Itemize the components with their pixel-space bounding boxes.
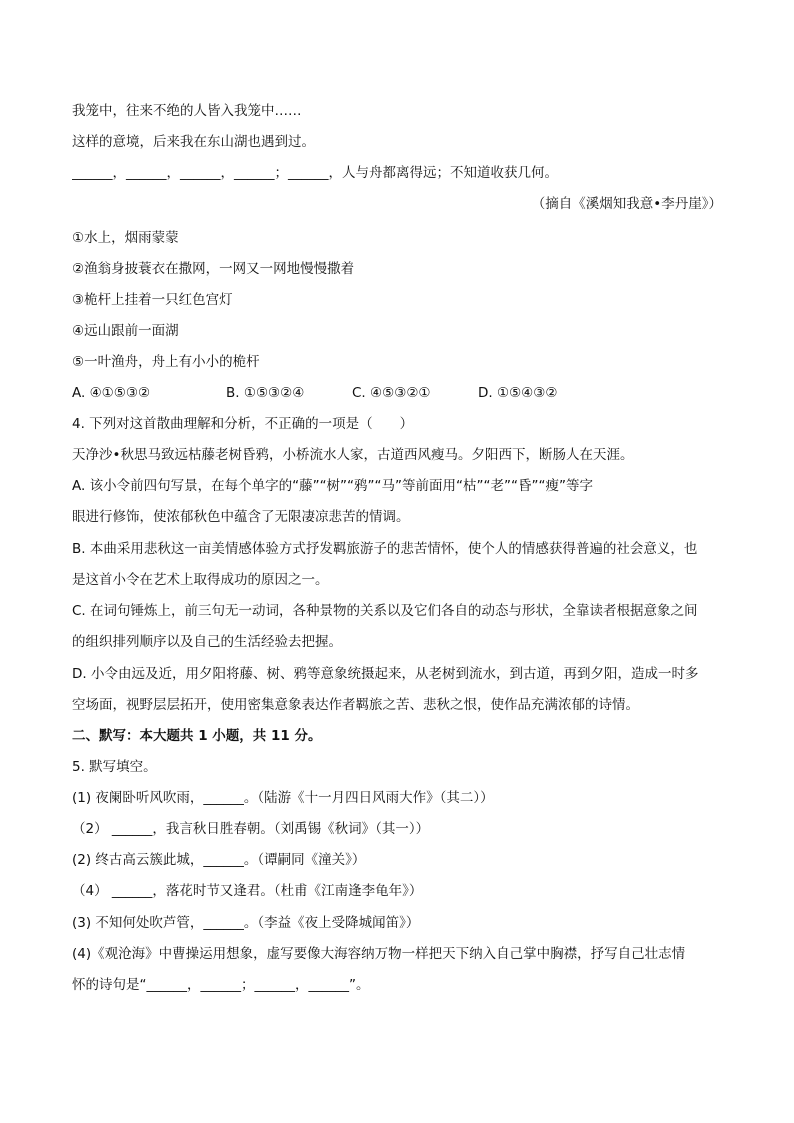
q3-item: ⑤一叶渔舟，舟上有小小的桅杆	[72, 354, 260, 370]
q3-item: ②渔翁身披蓑衣在撒网，一网又一网地慢慢撒着	[72, 261, 355, 277]
q3-item: ④远山跟前一面湖	[72, 323, 179, 339]
q5-item: （2） ______，我言秋日胜春朝。（刘禹锡《秋词》（其一））	[72, 821, 430, 837]
q5-item: (4)《观沧海》中曹操运用想象，虚写要像大海容纳万物一样把天下纳入自己掌中胸襟，抒写自己壮志情	[72, 946, 686, 962]
q4-option-b-line2: 是这首小令在艺术上取得成功的原因之一。	[72, 572, 329, 588]
passage-line: 我笼中，往来不绝的人皆入我笼中……	[72, 103, 302, 119]
q4-poem: 天净沙•秋思马致远枯藤老树昏鸦，小桥流水人家，古道西风瘦马。夕阳西下，断肠人在天涯。	[72, 447, 634, 463]
q4-option-c-line1: C. 在词句锤炼上，前三句无一动词，各种景物的关系以及它们各自的动态与形状，全靠读者根据意象之间	[72, 603, 698, 619]
q3-option-a: A. ④①⑤③②	[72, 385, 151, 401]
q3-option-c: C. ④⑤③②①	[352, 385, 431, 401]
q4-option-a-line1: A. 该小令前四句写景，在每个单字的“藤”“树”“鸦”“马”等前面用“枯”“老”“昏”“瘦”等字	[72, 478, 593, 494]
q4-option-d-line1: D. 小令由远及近，用夕阳将藤、树、鸦等意象统摄起来，从老树到流水，到古道，再到夕阳，造成一时多	[72, 666, 699, 682]
q4-option-d-line2: 空场面，视野层层拓开，使用密集意象表达作者羁旅之苦、悲秋之恨，使作品充满浓郁的诗情。	[72, 697, 639, 713]
section-heading: 二、默写：本大题共 1 小题，共 11 分。	[72, 728, 322, 744]
passage-fill-blank-line: ______，______，______，______；______，人与舟都离得远；不知道收获几何。	[72, 165, 558, 181]
q4-option-c-line2: 的组织排列顺序以及自己的生活经验去把握。	[72, 634, 342, 650]
q4-option-b-line1: B. 本曲采用悲秋这一亩美情感体验方式抒发羁旅游子的悲苦情怀，使个人的情感获得普遍的社会意义，也	[72, 541, 698, 557]
q3-item: ①水上，烟雨蒙蒙	[72, 230, 179, 246]
passage-line: 这样的意境，后来我在东山湖也遇到过。	[72, 134, 315, 150]
q3-option-d: D. ①⑤④③②	[478, 385, 558, 401]
q5-item: （4） ______，落花时节又逢君。（杜甫《江南逢李龟年》）	[72, 883, 423, 899]
q5-item-continuation: 怀的诗句是“______，______；______，______”。	[72, 977, 370, 993]
q3-option-b: B. ①⑤③②④	[226, 385, 305, 401]
q5-stem: 5. 默写填空。	[72, 759, 157, 775]
q4-stem: 4. 下列对这首散曲理解和分析，不正确的一项是（ ）	[72, 416, 414, 432]
passage-source: （摘自《溪烟知我意•李丹崖》）	[531, 196, 722, 212]
q5-item: (1) 夜阑卧听风吹雨，______。（陆游《十一月四日风雨大作》（其二））	[72, 790, 494, 806]
q5-item: (2) 终古高云簇此城，______。（谭嗣同《潼关》）	[72, 852, 366, 868]
q3-item: ③桅杆上挂着一只红色宫灯	[72, 292, 233, 308]
q5-item: (3) 不知何处吹芦管，______。（李益《夜上受降城闻笛》）	[72, 915, 420, 931]
q4-option-a-line2: 眼进行修饰，使浓郁秋色中蕴含了无限凄凉悲苦的情调。	[72, 509, 410, 525]
